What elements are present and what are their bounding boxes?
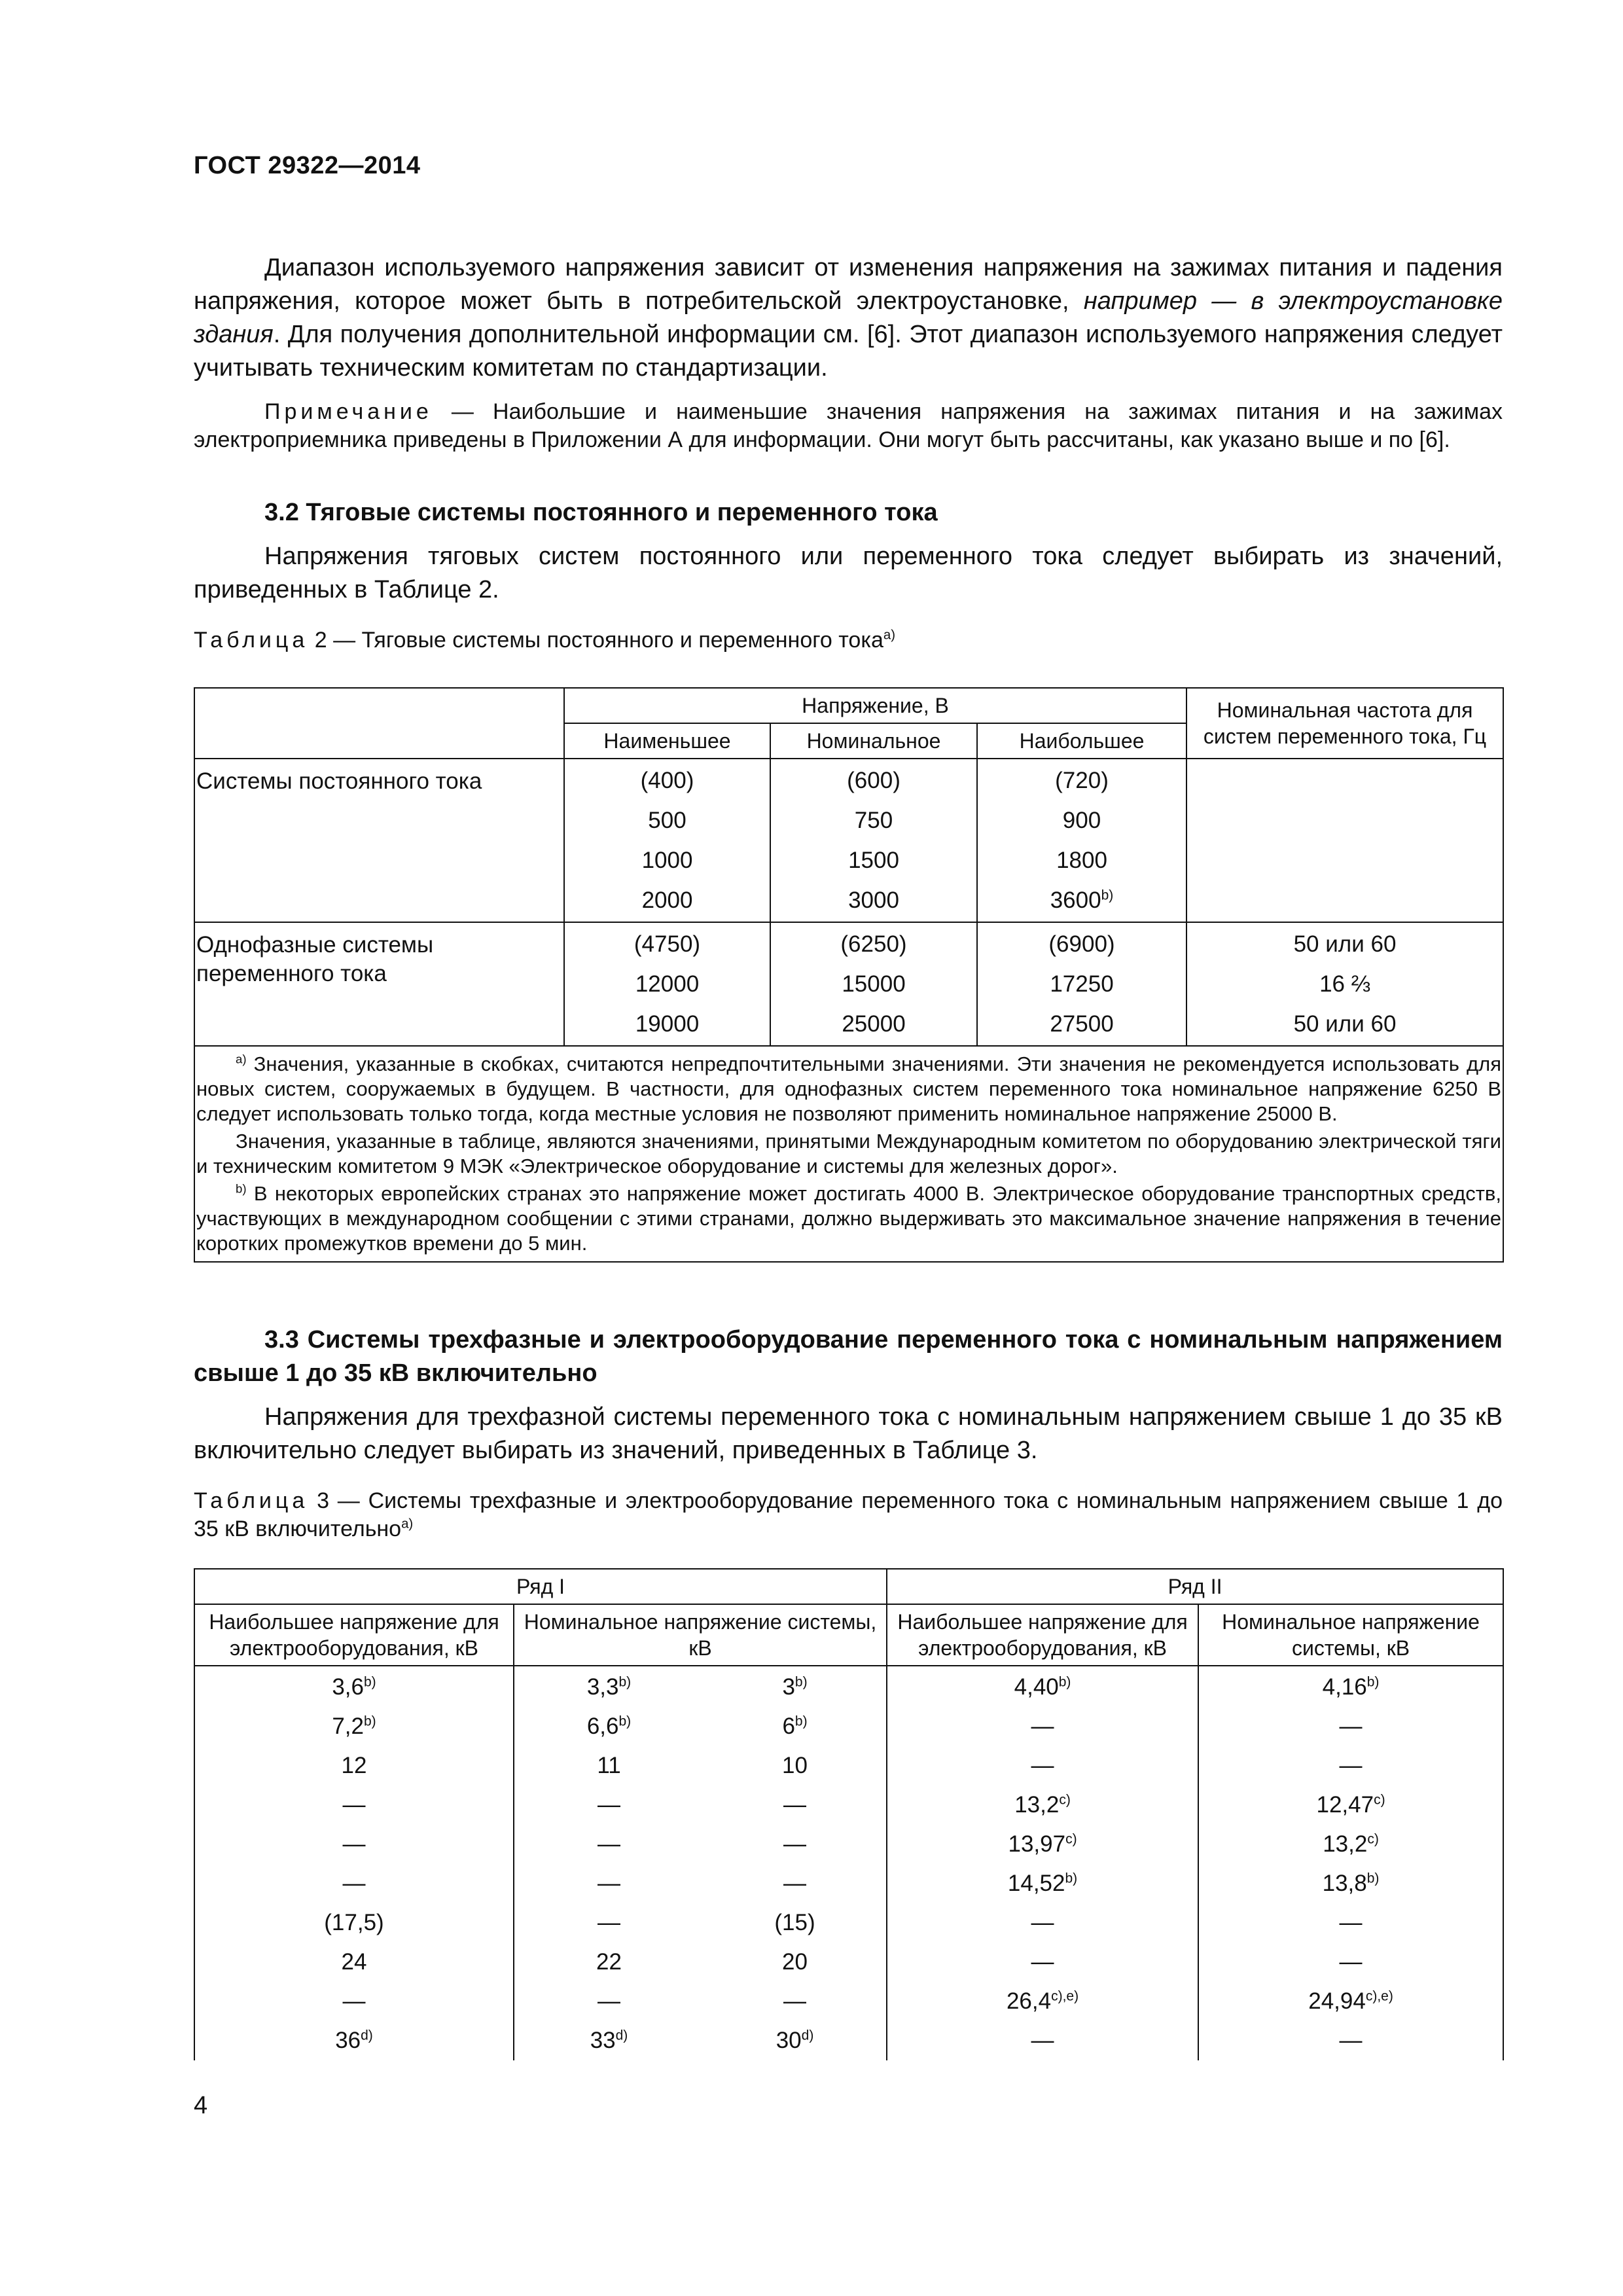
table2-footnote-mid: Значения, указанные в таблице, являются значениями, принятыми Международным комитетом по оборудованию электрической тяги и техническим комитетом 9 МЭК «Электрическое оборудование и системы для железных дорог». (196, 1130, 1501, 1177)
table3-cell: 11 (597, 1753, 621, 1778)
table2-footnote-a: $^{a)}$ Значения, указанные в скобках, считаются непредпочтительными значениями. Эти значения не рекомендуется использовать для новых систем, сооружаемых в будущем. В частности, для однофазных систем переменного тока номинальное напряжение 6250 В следует использовать только тогда, когда местные условия не позволяют применить номинальное напряжение 25000 В. (196, 1052, 1501, 1125)
table2-dc-min: (400) 500 1000 2000 (564, 759, 770, 922)
table2-freq-header: Номинальная частота для систем переменного тока, Гц (1186, 688, 1503, 759)
table3-cell: — (597, 1988, 620, 2014)
table3-cell: — (597, 1792, 620, 1818)
table3-cell: — (783, 1831, 807, 1857)
table3-cell: 6,6$^{b)}$ (586, 1713, 632, 1739)
table3-cell: 3$^{b)}$ (782, 1674, 808, 1700)
table2-ac-nom: (6250) 15000 25000 (770, 922, 977, 1046)
table3-cell: 7,2$^{b)}$ (332, 1713, 376, 1739)
table3-cell: 4,40$^{b)}$ (1014, 1674, 1071, 1700)
table2-caption: Таблица 2 — Тяговые системы постоянного и переменного тока$^{a)}$ (194, 628, 896, 653)
table3-cell: — (1031, 1910, 1054, 1935)
table2-footnote-b: $^{b)}$ В некоторых европейских странах это напряжение может достигать 4000 В. Электрическое оборудование транспортных средств, участвующих в международном сообщении с этими странами, должно выдерживать это максимальное значение напряжения в течение коротких промежутков времени до 5 мин. (196, 1181, 1501, 1255)
table3-body (194, 1666, 1503, 2060)
table3-col-d (1198, 1666, 1503, 2060)
table3-cell: — (342, 1988, 366, 2014)
table3-col-c (887, 1666, 1198, 2060)
table2-dc-max: (720) 900 1800 3600$^{b)}$ (977, 759, 1186, 922)
table2-dc-nom: (600) 750 1500 3000 (770, 759, 977, 922)
table3-cell: 13,8$^{b)}$ (1322, 1871, 1380, 1896)
table2-col-max: Наибольшее (977, 723, 1186, 759)
table3-cell: — (1031, 1949, 1054, 1975)
table2-voltage-header: Напряжение, В (564, 688, 1186, 723)
table3-cell: — (1031, 1713, 1054, 1739)
section-3-2-text: Напряжения тяговых систем постоянного или переменного тока следует выбирать из значений, приведенных в Таблице 2. (194, 543, 1503, 603)
table3-cell: (15) (774, 1910, 815, 1935)
table2-col-nom: Номинальное (770, 723, 977, 759)
table3-h1: Наибольшее напряжение для электрооборудования, кВ (194, 1604, 514, 1666)
table3-cell: 20 (782, 1949, 808, 1975)
table3-cell: — (597, 1831, 620, 1857)
table3-cell: 12 (341, 1753, 367, 1778)
table3-cell: 36$^{d)}$ (335, 2028, 373, 2053)
table3-cell: — (783, 1792, 807, 1818)
table3-cell: — (342, 1871, 366, 1896)
page-number: 4 (194, 2092, 208, 2119)
table3-col-b1 (514, 1666, 704, 2060)
table3-cell: 6$^{b)}$ (782, 1713, 808, 1739)
table2-col-min: Наименьшее (564, 723, 770, 759)
table2-dc-freq (1186, 759, 1503, 922)
table3-cell: — (1339, 1910, 1363, 1935)
table3-cell: 24 (341, 1949, 367, 1975)
intro-paragraph: Диапазон используемого напряжения зависит от изменения напряжения на зажимах питания и падения напряжения, которое может быть в потребительской электроустановке, например — в электроустановке здания. Для получения дополнительной информации см. [6]. Этот диапазон используемого напряжения следует учитывать техническим комитетам по стандартизации. (194, 254, 1503, 382)
table2-dc-row (194, 759, 1503, 922)
table3 (194, 1568, 1504, 2060)
table3-cell: 4,16$^{b)}$ (1322, 1674, 1380, 1700)
table2-ac-min: (4750) 12000 19000 (564, 922, 770, 1046)
table3-cell: — (597, 1910, 620, 1935)
table3-cell: — (1339, 2028, 1363, 2053)
table3-cell: 14,52$^{b)}$ (1007, 1871, 1078, 1896)
table3-cell: $24,94^{c),e)}$ (1308, 1988, 1393, 2014)
table2-ac-freq: 50 или 60 16 ⅔ 50 или 60 (1186, 922, 1503, 1046)
table3-cell: — (783, 1988, 807, 2014)
intro-block (194, 251, 1503, 454)
table3-cell: 13,97$^{c)}$ (1008, 1831, 1077, 1857)
table3-cell: 3,6$^{b)}$ (332, 1674, 376, 1700)
table3-cell: 12,47$^{c)}$ (1316, 1792, 1385, 1818)
section-3-3-heading: 3.3 Системы трехфазные и электрооборудование переменного тока с номинальным напряжением свыше 1 до 35 кВ включительно (194, 1326, 1503, 1387)
table3-h4: Номинальное напряжение системы, кВ (1198, 1604, 1503, 1666)
table3-cell: 33$^{d)}$ (590, 2028, 628, 2053)
table2-ac-max: (6900) 17250 27500 (977, 922, 1186, 1046)
table3-h2: Номинальное напряжение системы, кВ (514, 1604, 887, 1666)
section-3-2 (194, 496, 1503, 655)
table3-cell: — (1031, 2028, 1054, 2053)
table3-series1-header: Ряд I (194, 1569, 887, 1604)
table3-col-a (194, 1666, 514, 2060)
document-header: ГОСТ 29322—2014 (194, 152, 421, 179)
table3-h3: Наибольшее напряжение для электрооборудования, кВ (887, 1604, 1198, 1666)
table2-dc-label: Системы постоянного тока (194, 759, 564, 922)
section-3-2-heading: 3.2 Тяговые системы постоянного и переменного тока (264, 499, 938, 526)
section-3-3 (194, 1323, 1503, 1543)
table3-cell: 13,2$^{c)}$ (1014, 1792, 1071, 1818)
table2 (194, 687, 1504, 1263)
table3-cell: 30$^{d)}$ (776, 2028, 814, 2053)
table3-cell: — (783, 1871, 807, 1896)
table2-ac-label: Однофазные системы переменного тока (194, 922, 564, 1046)
table3-series2-header: Ряд II (887, 1569, 1503, 1604)
table3-caption: Таблица 3 — Системы трехфазные и электрооборудование переменного тока с номинальным напряжением свыше 1 до 35 кВ включительно$^{a)}$ (194, 1488, 1503, 1541)
intro-note: Примечание — Наибольшие и наименьшие значения напряжения на зажимах питания и на зажимах электроприемника приведены в Приложении А для информации. Они могут быть рассчитаны, как указано выше и по [6]. (194, 399, 1503, 452)
table3-cell: (17,5) (324, 1910, 384, 1935)
table3-cell: 10 (782, 1753, 808, 1778)
table2-empty-header (194, 688, 564, 759)
table3-cell: — (342, 1792, 366, 1818)
table2-ac-row (194, 922, 1503, 1046)
table3-cell: — (1339, 1949, 1363, 1975)
table3-cell: 22 (596, 1949, 622, 1975)
table3-cell: 13,2$^{c)}$ (1323, 1831, 1379, 1857)
table2-footnotes (194, 1046, 1503, 1262)
table3-cell: — (1339, 1713, 1363, 1739)
table3-col-b2 (704, 1666, 887, 2060)
table3-cell: $26,4^{c),e)}$ (1006, 1988, 1079, 2014)
table3-cell: — (1339, 1753, 1363, 1778)
section-3-3-text: Напряжения для трехфазной системы переменного тока с номинальным напряжением свыше 1 до 35 кВ включительно следует выбирать из значений, приведенных в Таблице 3. (194, 1403, 1503, 1464)
table3-cell: 3,3$^{b)}$ (586, 1674, 632, 1700)
table3-cell: — (342, 1831, 366, 1857)
table3-cell: — (1031, 1753, 1054, 1778)
table3-cell: — (597, 1871, 620, 1896)
